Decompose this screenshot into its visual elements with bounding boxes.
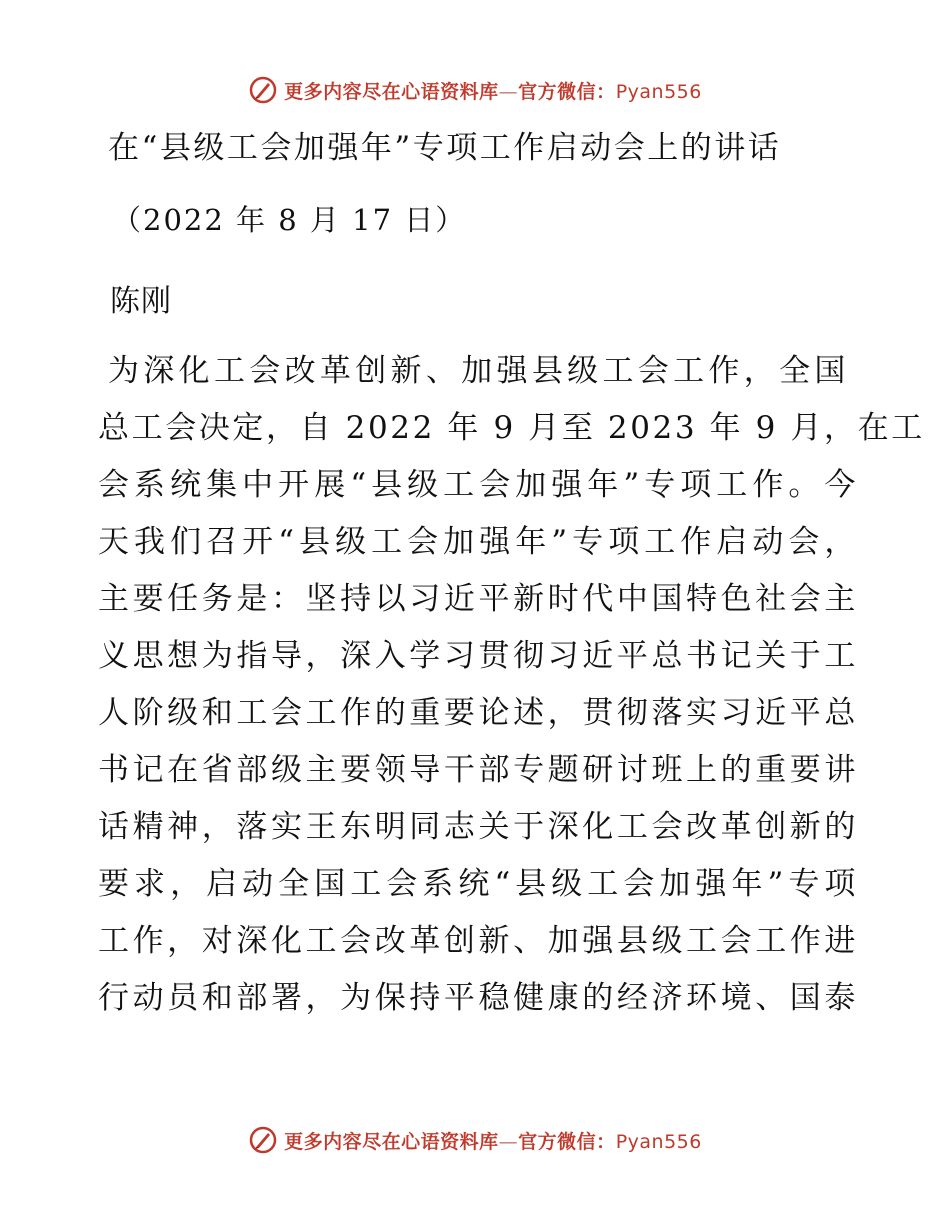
banner-main-text: 更多内容尽在心语资料库	[284, 1130, 499, 1153]
quill-logo-icon	[248, 1125, 278, 1155]
body-line: 要求，启动全国工会系统“县级工会加强年”专项	[98, 866, 858, 902]
body-line: 工作，对深化工会改革创新、加强县级工会工作进	[98, 923, 858, 959]
document-date: （2022 年 8 月 17 日）	[112, 203, 467, 237]
document-body	[98, 343, 925, 1027]
body-line: 天我们召开“县级工会加强年”专项工作启动会，	[98, 524, 858, 560]
body-line: 会系统集中开展“县级工会加强年”专项工作。今	[98, 467, 858, 503]
header-banner	[0, 70, 950, 110]
body-line: 总工会决定，自 2022 年 9 月至 2023 年 9 月，在工	[98, 410, 925, 446]
banner-text	[284, 77, 702, 104]
footer-banner	[0, 1120, 950, 1160]
banner-wechat-id: Pyan556	[615, 1130, 702, 1153]
document-title: 在“县级工会加强年”专项工作启动会上的讲话	[108, 130, 782, 166]
banner-main-text: 更多内容尽在心语资料库	[284, 80, 499, 103]
body-line: 人阶级和工会工作的重要论述，贯彻落实习近平总	[98, 695, 858, 731]
quill-logo-icon	[248, 75, 278, 105]
banner-wechat-label: 官方微信：	[518, 1130, 616, 1153]
banner-separator: —	[498, 1130, 519, 1153]
body-line: 义思想为指导，深入学习贯彻习近平总书记关于工	[98, 638, 858, 674]
body-line: 主要任务是：坚持以习近平新时代中国特色社会主	[98, 581, 858, 617]
body-line: 话精神，落实王东明同志关于深化工会改革创新的	[98, 809, 858, 845]
body-line: 为深化工会改革创新、加强县级工会工作，全国	[108, 353, 848, 389]
document-author: 陈刚	[110, 284, 172, 319]
body-line: 书记在省部级主要领导干部专题研讨班上的重要讲	[98, 752, 858, 788]
banner-wechat-label: 官方微信：	[518, 80, 616, 103]
body-line: 行动员和部署，为保持平稳健康的经济环境、国泰	[98, 980, 858, 1016]
banner-separator: —	[498, 80, 519, 103]
banner-text	[284, 1127, 702, 1154]
banner-wechat-id: Pyan556	[615, 80, 702, 103]
